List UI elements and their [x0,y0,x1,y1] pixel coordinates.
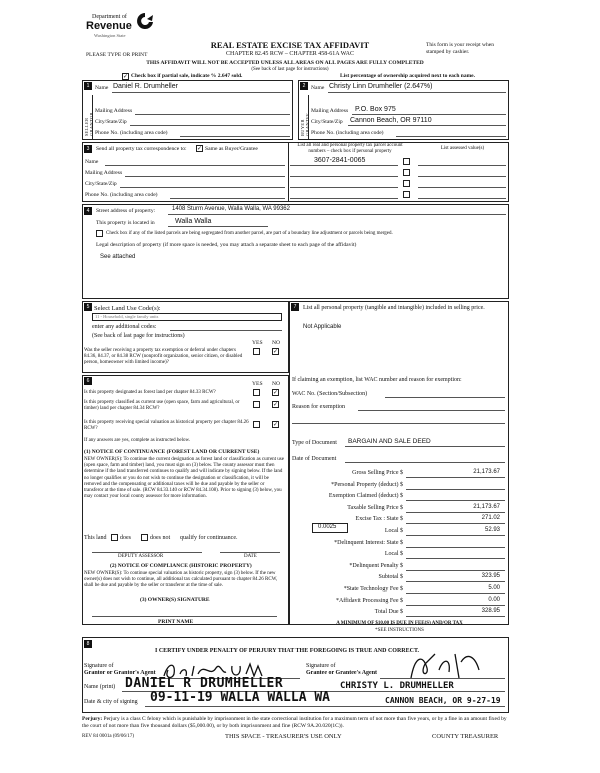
section-4-number: 4 [84,207,92,215]
assessed-header: List assessed value(s) [440,146,485,151]
sig-grantor-label2: Grantor or Grantor's Agent [84,670,156,676]
personal-property-checkbox-3[interactable] [403,180,410,187]
seller-phone-label: Phone No. (including area code) [95,130,168,136]
form-warning: THIS AFFIDAVIT WILL NOT BE ACCEPTED UNLESS ALL AREAS ON ALL PAGES ARE FULLY COMPLETED [146,60,424,66]
partial-sale-checkbox[interactable]: ✓ [123,73,129,80]
s6-yes: YES [252,381,263,387]
s5-no: NO [272,340,281,346]
dept-line1: Department of [92,14,127,20]
s6-q1: Is this property designated as forest land per chapter 84.33 RCW? [84,390,216,395]
tax-row-label: Total Due $ [374,609,403,616]
legal-label: Legal description of property (if more space is needed, you may attach a separate sheet to each page of the affidavit) [96,242,357,248]
section-5-number: 5 [84,303,92,311]
s6-q2-yes-checkbox[interactable] [253,401,260,408]
does-label: does [120,535,131,541]
tax-row-label: *Delinquent Penalty $ [349,562,403,569]
buyer-name-value[interactable]: Christy Linn Drumheller (2.647%) [329,83,433,90]
s5-yes: YES [252,340,263,346]
wac-label: WAC No. (Section/Subsection) [292,391,368,397]
s5-question: Was the seller receiving a property tax exemption or deferral under chapters 84.36, 84.37, or 84.38 RCW (nonprofit organization, senior citizen, or disabled person, homeowner with limited income)? [84,348,243,365]
tax-row-underline [406,535,505,536]
s6-q2-no-checkbox[interactable]: ✓ [273,401,279,408]
seller-vertical-label: SELLER GRANTOR [84,112,94,136]
perjury-notice [82,716,510,730]
parcel-value[interactable]: 3607-2841-0065 [314,157,366,164]
s5-no-checkbox[interactable]: ✓ [273,348,279,355]
perjury-text: Perjury is a class C felony which is punishable by imprisonment in the state correctional institution for a maximum term of not more than five years, or by a fine in an amount fixed by the court of not more than five thousand dollars ($5,000.00), or by both imprisonment and fine (RCW 9A.20.020(1C)). [82,716,507,729]
section-3-number: 3 [84,145,92,153]
tax-row-underline [406,489,505,490]
tax-row-underline [406,547,505,548]
section-2-number: 2 [300,82,308,90]
parcel-header: List all real and personal property tax parcel account numbers – check box if personal property [297,143,403,154]
sig-grantee-label1: Signature of [306,663,336,669]
tax-row-value[interactable]: 21,173.67 [473,503,500,510]
tax-row-label: *Personal Property (deduct) $ [331,481,403,488]
tax-row-label: Exemption Claimed (deduct) $ [328,493,403,500]
s3-name-label: Name [85,159,99,165]
grantor-name-handwritten[interactable]: DANIEL R DRUMHELLER [125,676,284,691]
buyer-vertical-label: BUYER GRANTEE [300,112,310,136]
tax-row-label: Excise Tax : State $ [355,516,403,523]
tax-row-value[interactable]: 0.00 [488,596,500,603]
doc-type-label: Type of Document [292,440,337,446]
buyer-city-value[interactable]: Cannon Beach, OR 97110 [350,117,432,124]
tax-row-label: *Delinquent Interest: State $ [334,539,403,546]
notice2-body: NEW OWNER(S): To continue special valuation as historic property, sign (3) below. If the new owner(s) does not wish to continue, all additional tax calculated pursuant to chapter 84.26 RCW, shall be due and payable by the seller or transferor at the time of sale. [84,571,278,589]
grantee-signature [405,650,485,682]
tax-row-label: *State Technology Fee $ [343,586,403,592]
personal-property-checkbox-1[interactable] [403,158,410,165]
section-8-number: 8 [84,640,92,648]
seller-name-value[interactable]: Daniel R. Drumheller [113,83,178,90]
form-title: REAL ESTATE EXCISE TAX AFFIDAVIT [210,40,370,50]
back-note: (See back of last page for instructions) [251,67,329,72]
land-use-value: 11 - Household, single family units [95,314,159,319]
tax-row-value[interactable]: 52.93 [484,527,500,533]
personal-property-checkbox-2[interactable] [403,169,410,176]
grantee-date-handwritten[interactable]: CANNON BEACH, OR 9-27-19 [385,696,501,705]
s3-city-label: City/State/Zip [85,181,117,187]
receipt-note: This form is your receipt when stamped by cashier. [426,42,494,55]
notice1-body: NEW OWNER(S): To continue the current designation as forest land or classification as current use (open space, farm and timber) land, you must sign on (3) below. The county assessor must then determine if the land transferred continues to qualify and will indicate by signing below. If the land no longer qualifies or you do not wish to continue the designation or classification, it will be removed and the compensating or additional taxes will be due and payable by the seller or transferor at the time of sale. (RCW 84.33.140 or RCW 84.34.108). Prior to signing (3) below, you may contact your local county assessor for more information. [84,457,284,500]
exemption-label: If claiming an exemption, list WAC number and reason for exemption: [292,377,462,383]
tax-row-underline [406,616,505,617]
tax-row-underline [406,558,505,559]
s6-no: NO [272,381,281,387]
tax-row-underline [406,570,505,571]
notice1-title: (1) NOTICE OF CONTINUANCE (FOREST LAND OR CURRENT USE) [84,449,260,455]
legal-value[interactable]: See attached [100,254,136,260]
form-chapter: CHAPTER 82.45 RCW – CHAPTER 458-61A WAC [226,51,354,57]
land-does-label: This land [84,535,107,541]
tax-row-value[interactable]: 21,173.67 [473,469,500,475]
tax-row-label: Gross Selling Price $ [352,470,403,476]
street-value[interactable]: 1408 Sturm Avenue, Walla Walla, WA 99362 [172,206,290,212]
certify-statement: I CERTIFY UNDER PENALTY OF PERJURY THAT THE FOREGOING IS TRUE AND CORRECT. [155,648,420,654]
dept-line2: Revenue [86,20,132,32]
dor-swoosh-icon [136,12,154,32]
perjury-label: Perjury: [82,716,103,722]
s6-q1-no-checkbox[interactable]: ✓ [273,389,279,396]
personal-property-checkbox-4[interactable] [403,191,410,198]
tax-row-label: Local $ [384,528,403,534]
send-correspondence-label: Send all property tax correspondence to: [96,146,187,152]
partial-sale-label: Check box if partial sale, indicate % 2.647 sold. [131,73,243,79]
tax-row-value[interactable]: 271.02 [481,515,500,522]
personal-list-label: List all personal property (tangible and intangible) included in selling price. [303,305,485,311]
s6-q3: Is this property receiving special valuation as historical property per chapter 84.26 RCW? [84,420,249,431]
tax-row-underline [406,605,505,606]
print-name-label: PRINT NAME [158,619,194,625]
s5-yes-checkbox[interactable] [253,348,260,355]
tax-row-label: Subtotal $ [378,574,403,581]
does-not-checkbox[interactable] [141,534,148,541]
see-instructions: *SEE INSTRUCTIONS [375,628,424,633]
buyer-mailing-value[interactable]: P.O. Box 975 [355,106,396,113]
treasurer-space-label: THIS SPACE - TREASURER'S USE ONLY [225,733,342,740]
buyer-phone-label: Phone No. (including area code) [311,130,384,136]
tax-row-underline [406,477,505,478]
additional-codes-label: enter any additional codes: [92,324,157,330]
grantor-date-handwritten[interactable]: 09-11-19 WALLA WALLA WA [150,690,331,705]
s6-q3-yes-checkbox[interactable] [253,421,260,428]
dept-line3: Washington State [94,33,126,38]
does-not-label: does not [150,535,171,541]
tax-row-underline [406,500,505,501]
owner-signature-label: (3) OWNER(S) SIGNATURE [140,597,210,603]
s3-mailing-label: Mailing Address [85,170,123,176]
same-as-buyer-checkbox[interactable]: ✓ [197,145,203,152]
tax-row-value[interactable]: 323.95 [481,573,500,580]
seller-name-label: Name [95,85,109,91]
form-number: REV 84 0001a (09/06/17) [82,734,134,739]
tax-row-underline [406,593,505,594]
grantee-name-handwritten[interactable]: CHRISTY L. DRUMHELLER [340,681,454,691]
buyer-mailing-label: Mailing Address [311,108,349,114]
s6-q3-no-checkbox[interactable]: ✓ [273,421,279,428]
tax-row-value[interactable]: 5.00 [488,585,500,591]
s5-see-back: (See back of last page for instructions) [92,333,185,339]
same-as-buyer-label: Same as Buyer/Grantee [205,146,258,152]
seller-mailing-label: Mailing Address [95,108,133,114]
date-place-label: Date & city of signing [84,699,138,705]
segregation-checkbox[interactable] [96,230,103,237]
deputy-assessor-label: DEPUTY ASSESSOR [118,554,164,559]
sig-grantee-label2: Grantee or Grantee's Agent [306,670,378,676]
date-doc-label: Date of Document [292,456,337,462]
section-6-number: 6 [84,377,92,385]
minimum-note: A MINIMUM OF $10.00 IS DUE IN FEE(S) AND/OR TAX [336,621,463,626]
tax-row-label: *Affidavit Processing Fee $ [335,597,403,604]
section-1-number: 1 [84,82,92,90]
s6-q2: Is this property classified as current use (open space, farm and agricultural, or timber) land per chapter 84.34 RCW? [84,400,240,411]
name-print-label: Name (print) [84,684,116,690]
s6-q1-yes-checkbox[interactable] [253,389,260,396]
street-label: Street address of property: [96,208,156,214]
print-note: PLEASE TYPE OR PRINT [86,52,148,58]
located-value[interactable]: Walla Walla [175,218,212,225]
tax-row-underline [406,581,505,582]
notice2-title: (2) NOTICE OF COMPLIANCE (HISTORIC PROPERTY) [110,563,252,569]
local-rate-value: 0.0025 [318,524,337,530]
located-label: This property is located in [96,220,155,226]
ownership-note: List percentage of ownership acquired next to each name. [340,73,475,79]
section-4-box [82,204,509,299]
dor-logo [86,12,156,40]
buyer-city-label: City/State/Zip [311,119,343,125]
deputy-date-label: DATE [244,554,257,559]
seller-city-label: City/State/Zip [95,119,127,125]
local-rate-box[interactable] [312,523,348,533]
county-treasurer-label: COUNTY TREASURER [432,733,499,740]
s6-if-yes: If any answers are yes, complete as instructed below. [84,438,191,443]
tax-row-label: Taxable Selling Price $ [347,504,403,511]
reason-label: Reason for exemption [292,404,345,410]
segregation-label: Check box if any of the listed parcels are being segregated from another parcel, are part of a boundary line adjustment or parcels being merged. [106,231,393,236]
sig-grantor-label1: Signature of [84,663,114,669]
qualify-label: qualify for continuance. [180,535,238,541]
tax-row-label: Local $ [384,551,403,558]
buyer-name-label: Name [311,85,325,91]
tax-row-value[interactable]: 328.95 [481,608,500,615]
doc-type-value[interactable]: BARGAIN AND SALE DEED [348,438,431,445]
s3-phone-label: Phone No. (including area code) [85,192,158,198]
tax-row-underline [406,523,505,524]
land-use-label: Select Land Use Code(s): [94,305,161,312]
does-checkbox[interactable] [111,534,118,541]
tax-row-underline [406,512,505,513]
personal-list-value[interactable]: Not Applicable [303,324,342,330]
land-use-select[interactable] [92,313,282,321]
section-7-number: 7 [291,303,299,311]
